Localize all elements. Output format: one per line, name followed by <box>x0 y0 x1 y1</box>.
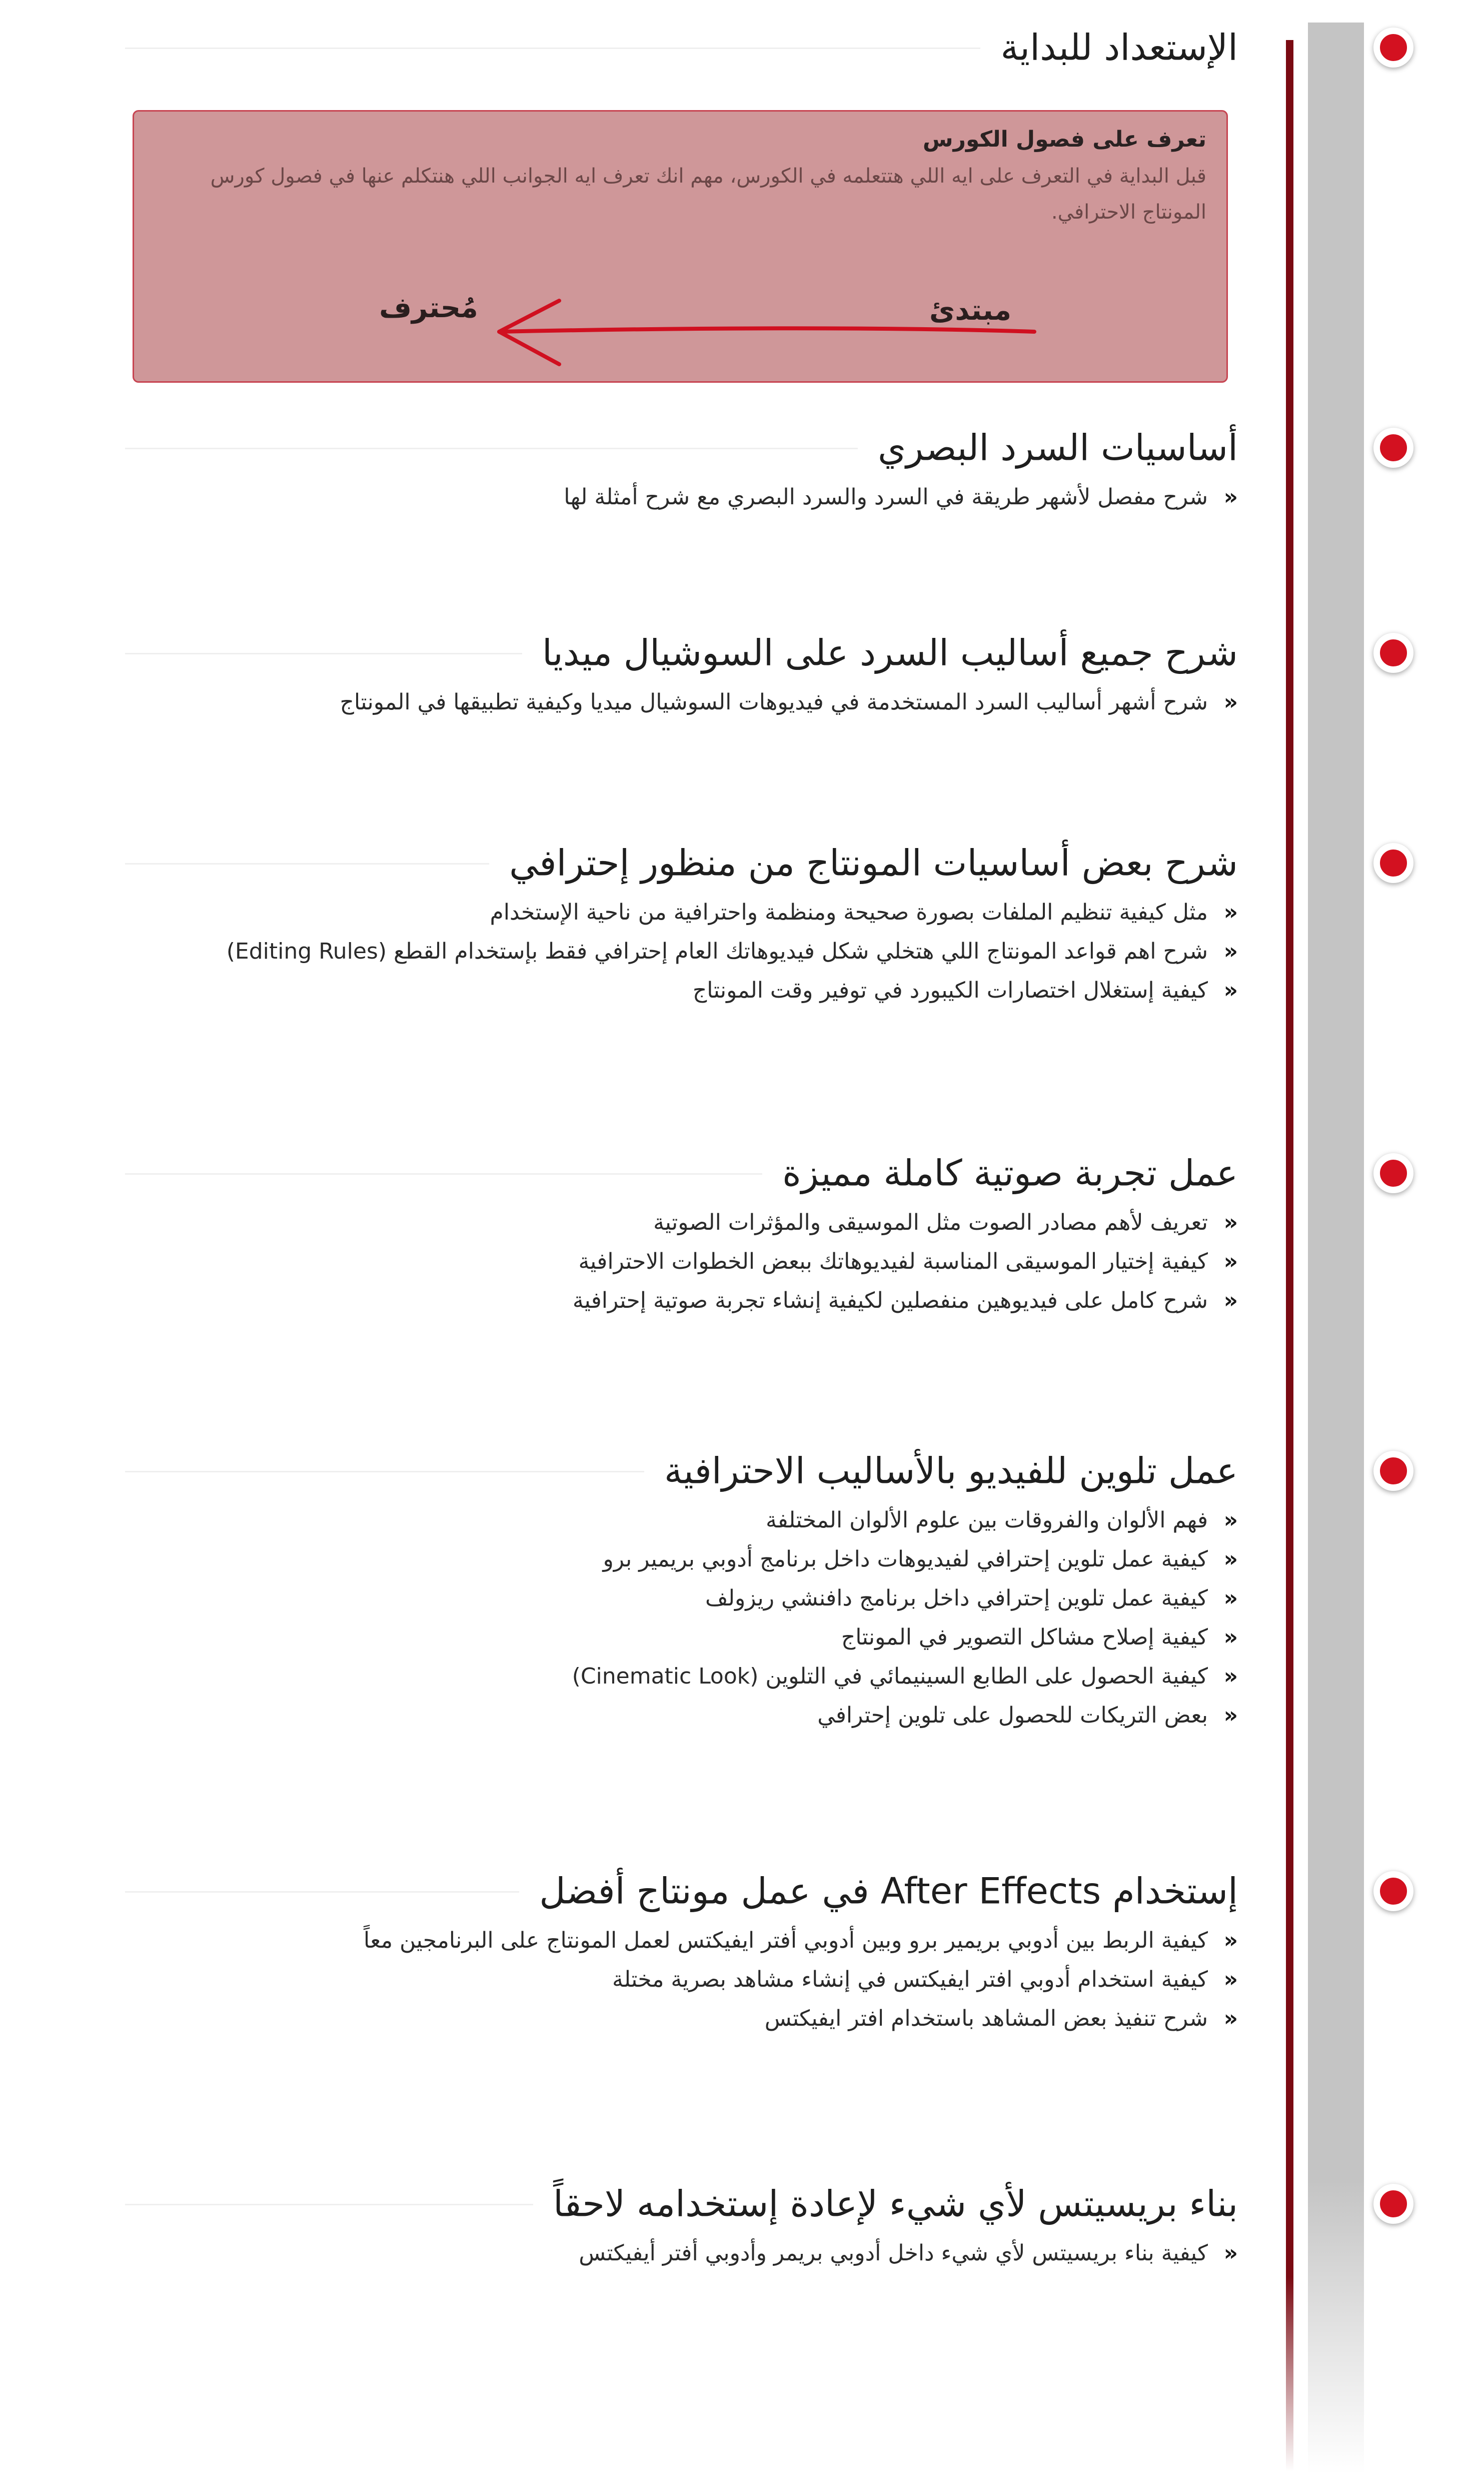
list-item <box>125 683 1238 722</box>
double-chevron-icon: « <box>1223 1664 1238 1689</box>
timeline-background <box>1308 23 1364 2474</box>
double-chevron-icon: « <box>1223 1288 1238 1313</box>
list-item-text: كيفية استخدام أدوبي افتر ايفيكتس في إنشاء مشاهد بصرية مختلة <box>612 1967 1208 1992</box>
double-chevron-icon: « <box>1223 1928 1238 1953</box>
section-title: شرح جميع أساليب السرد على السوشيال ميديا <box>522 633 1238 672</box>
double-chevron-icon: « <box>1223 484 1238 510</box>
section-title: إستخدام After Effects في عمل مونتاج أفضل <box>519 1871 1238 1911</box>
section-header <box>125 623 1238 683</box>
list-item-text: كيفية عمل تلوين إحترافي لفيديوهات داخل برنامج أدوبي بريمير برو <box>603 1546 1208 1572</box>
list-item-text: كيفية إستغلال اختصارات الكيبورد في توفير وقت المونتاج <box>692 978 1208 1003</box>
list-item-text: كيفية إختيار الموسيقى المناسبة لفيديوهاتك ببعض الخطوات الاحترافية <box>578 1249 1208 1274</box>
list-item-text: كيفية إصلاح مشاكل التصوير في المونتاج <box>841 1624 1208 1650</box>
topic-list <box>125 2234 1238 2273</box>
list-item-text: بعض التريكات للحصول على تلوين إحترافي <box>817 1703 1208 1728</box>
double-chevron-icon: « <box>1223 900 1238 925</box>
list-item-text: شرح تنفيذ بعض المشاهد باستخدام افتر ايفيكتس <box>764 2006 1208 2031</box>
double-chevron-icon: « <box>1223 2006 1238 2031</box>
list-item-text: كيفية الحصول على الطابع السينيمائي في التلوين (Cinematic Look) <box>572 1664 1208 1689</box>
section-header <box>125 2174 1238 2234</box>
double-chevron-icon: « <box>1223 1249 1238 1274</box>
double-chevron-icon: « <box>1223 1585 1238 1611</box>
list-item <box>125 2234 1238 2273</box>
double-chevron-icon: « <box>1223 939 1238 964</box>
section-header <box>125 418 1238 478</box>
topic-list <box>125 478 1238 517</box>
list-item <box>125 1242 1238 1281</box>
timeline-dot <box>1373 1871 1413 1911</box>
list-item <box>125 1501 1238 1540</box>
timeline-dot <box>1373 428 1413 468</box>
section-header <box>125 1861 1238 1921</box>
list-item <box>125 1921 1238 1960</box>
double-chevron-icon: « <box>1223 1624 1238 1650</box>
timeline-dot <box>1373 28 1413 68</box>
section-header <box>125 1143 1238 1203</box>
list-item-text: شرح أشهر أساليب السرد المستخدمة في فيديوهات السوشيال ميديا وكيفية تطبيقها في المونتاج <box>340 689 1208 715</box>
section-header <box>125 833 1238 893</box>
section-presets <box>125 2174 1238 2273</box>
double-chevron-icon: « <box>1223 978 1238 1003</box>
intro-card <box>133 110 1228 383</box>
list-item <box>125 1579 1238 1618</box>
list-item-text: شرح كامل على فيديوهين منفصلين لكيفية إنشاء تجربة صوتية إحترافية <box>572 1288 1208 1313</box>
card-description: قبل البداية في التعرف على ايه اللي هتتعلمه في الكورس، مهم انك تعرف ايه الجوانب اللي هنتكلم عنها في فصول كورس المونتاج الاحترافي. <box>210 165 1206 224</box>
list-item <box>125 1657 1238 1696</box>
list-item-text: كيفية بناء بريسيتس لأي شيء داخل أدوبي بريمر وأدوبي أفتر أيفيكتس <box>579 2240 1208 2266</box>
double-chevron-icon: « <box>1223 2240 1238 2266</box>
timeline-dot <box>1373 1153 1413 1193</box>
list-item-text: فهم الألوان والفروقات بين علوم الألوان المختلفة <box>766 1507 1208 1533</box>
section-after-effects <box>125 1861 1238 2038</box>
list-item-text: شرح مفصل لأشهر طريقة في السرد والسرد البصري مع شرح أمثلة لها <box>564 484 1208 510</box>
timeline-line <box>1286 40 1293 2471</box>
list-item-text: كيفية عمل تلوين إحترافي داخل برنامج دافنشي ريزولف <box>705 1585 1208 1611</box>
list-item-text: تعريف لأهم مصادر الصوت مثل الموسيقى والمؤثرات الصوتية <box>653 1210 1208 1235</box>
double-chevron-icon: « <box>1223 1546 1238 1572</box>
card-title: تعرف على فصول الكورس <box>922 127 1206 152</box>
progress-arrow-icon <box>484 292 1044 372</box>
list-item <box>125 478 1238 517</box>
list-item <box>125 1618 1238 1657</box>
section-title: بناء بريسيتس لأي شيء لإعادة إستخدامه لاحقاً <box>533 2184 1238 2223</box>
topic-list <box>125 683 1238 722</box>
section-title: أساسيات السرد البصري <box>858 428 1238 467</box>
double-chevron-icon: « <box>1223 1507 1238 1533</box>
list-item <box>125 893 1238 932</box>
professional-label: مُحترف <box>379 292 478 324</box>
section-title: شرح بعض أساسيات المونتاج من منظور إحترافي <box>489 843 1238 883</box>
list-item <box>125 1203 1238 1242</box>
double-chevron-icon: « <box>1223 1703 1238 1728</box>
section-title: عمل تلوين للفيديو بالأساليب الاحترافية <box>644 1451 1238 1490</box>
beginner-label: مبتدئ <box>929 294 1012 327</box>
section-title: عمل تجربة صوتية كاملة مميزة <box>762 1153 1238 1193</box>
section-sound-experience <box>125 1143 1238 1320</box>
section-title: الإستعداد للبداية <box>980 28 1238 67</box>
section-visual-storytelling <box>125 418 1238 517</box>
topic-list <box>125 1921 1238 2038</box>
list-item <box>125 1960 1238 1999</box>
section-header <box>125 18 1238 78</box>
list-item <box>125 1999 1238 2038</box>
list-item-text: كيفية الربط بين أدوبي بريمير برو وبين أدوبي أفتر ايفيكتس لعمل المونتاج على البرنامجين معاً <box>363 1928 1208 1953</box>
list-item <box>125 1281 1238 1320</box>
topic-list <box>125 893 1238 1010</box>
section-getting-started <box>125 18 1238 78</box>
double-chevron-icon: « <box>1223 689 1238 715</box>
section-editing-basics <box>125 833 1238 1010</box>
topic-list <box>125 1203 1238 1320</box>
list-item <box>125 1696 1238 1735</box>
timeline-dot <box>1373 633 1413 673</box>
timeline-dot <box>1373 843 1413 883</box>
list-item-text: مثل كيفية تنظيم الملفات بصورة صحيحة ومنظمة واحترافية من ناحية الإستخدام <box>490 900 1208 925</box>
timeline-dot <box>1373 1451 1413 1491</box>
topic-list <box>125 1501 1238 1735</box>
section-header <box>125 1441 1238 1501</box>
list-item-text: شرح اهم قواعد المونتاج اللي هتخلي شكل فيديوهاتك العام إحترافي فقط بإستخدام القطع (Editing Rules) <box>226 939 1208 964</box>
timeline-dot <box>1373 2184 1413 2224</box>
section-color-grading <box>125 1441 1238 1735</box>
section-social-storytelling <box>125 623 1238 722</box>
list-item <box>125 1540 1238 1579</box>
list-item <box>125 971 1238 1010</box>
double-chevron-icon: « <box>1223 1210 1238 1235</box>
list-item <box>125 932 1238 971</box>
double-chevron-icon: « <box>1223 1967 1238 1992</box>
